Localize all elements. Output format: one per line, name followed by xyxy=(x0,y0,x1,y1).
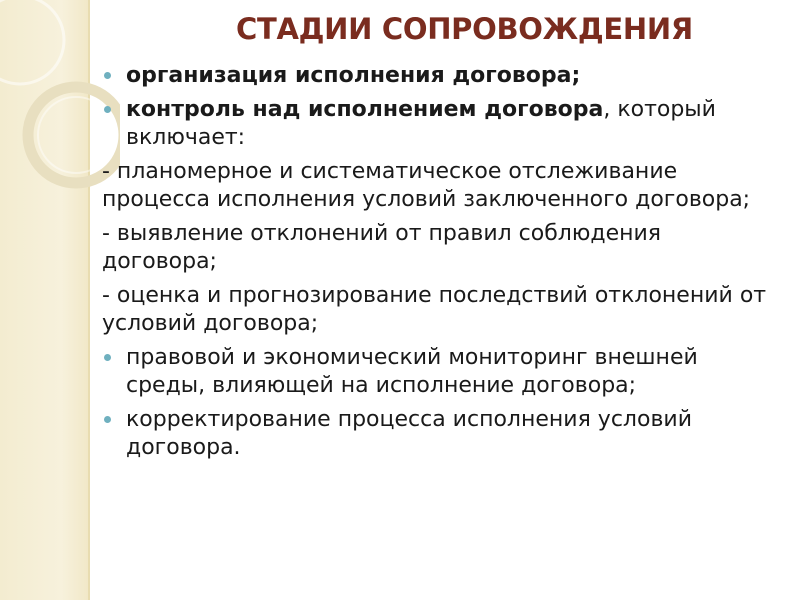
item-text: правовой и экономический мониторинг внешней среды, влияющей на исполнение договора; xyxy=(126,345,698,398)
item-bold-text: контроль над исполнением договора xyxy=(126,97,604,122)
item-text: , который включает: xyxy=(126,97,716,150)
content-list xyxy=(102,62,782,468)
bullet-dot-icon xyxy=(104,354,111,361)
list-item xyxy=(102,344,782,400)
list-item xyxy=(102,406,782,462)
sub-item: - планомерное и систематическое отслеживание процесса исполнения условий заключенного договора; xyxy=(102,159,751,212)
item-text: корректирование процесса исполнения условий договора. xyxy=(126,407,693,460)
slide-title: СТАДИИ СОПРОВОЖДЕНИЯ xyxy=(236,12,693,46)
list-item xyxy=(102,96,782,152)
list-item xyxy=(102,62,782,90)
item-bold-text: организация исполнения договора; xyxy=(126,63,581,88)
sub-item: - выявление отклонений от правил соблюдения договора; xyxy=(102,221,662,274)
bullet-dot-icon xyxy=(104,72,111,79)
bullet-dot-icon xyxy=(104,106,111,113)
sub-item: - оценка и прогнозирование последствий отклонений от условий договора; xyxy=(102,283,767,336)
bullet-dot-icon xyxy=(104,416,111,423)
